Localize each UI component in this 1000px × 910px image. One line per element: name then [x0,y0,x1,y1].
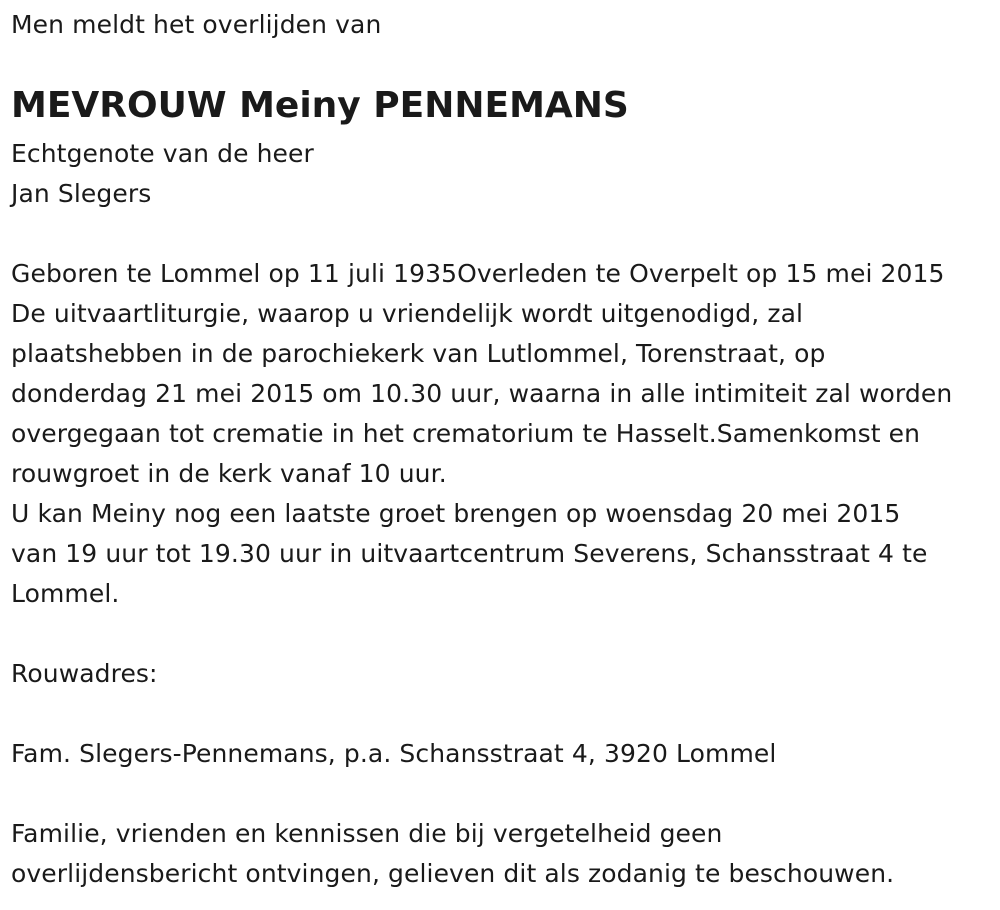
closing-text-line: overlijdensbericht ontvingen, gelieven dit als zodanig te beschouwen. [11,859,895,888]
funeral-text-line: donderdag 21 mei 2015 om 10.30 uur, waarna in alle intimiteit zal worden [11,379,953,408]
intro-text: Men meldt het overlijden van [11,10,382,39]
spouse-line: Echtgenote van de heer [11,139,314,168]
funeral-text-line: rouwgroet in de kerk vanaf 10 uur. [11,459,447,488]
funeral-text-line: De uitvaartliturgie, waarop u vriendelijk wordt uitgenodigd, zal [11,299,804,328]
visitation-text-line: Lommel. [11,579,120,608]
birth-death-dates: Geboren te Lommel op 11 juli 1935Overleden te Overpelt op 15 mei 2015 [11,259,945,288]
deceased-name: MEVROUW Meiny PENNEMANS [11,85,629,126]
funeral-text-line: plaatshebben in de parochiekerk van Lutlommel, Torenstraat, op [11,339,826,368]
spouse-name: Jan Slegers [11,179,152,208]
closing-text-line: Familie, vrienden en kennissen die bij vergetelheid geen [11,819,723,848]
visitation-text-line: U kan Meiny nog een laatste groet brengen op woensdag 20 mei 2015 [11,499,901,528]
visitation-text-line: van 19 uur tot 19.30 uur in uitvaartcentrum Severens, Schansstraat 4 te [11,539,928,568]
mourning-address: Fam. Slegers-Pennemans, p.a. Schansstraat 4, 3920 Lommel [11,739,777,768]
funeral-text-line: overgegaan tot crematie in het crematorium te Hasselt.Samenkomst en [11,419,921,448]
address-label: Rouwadres: [11,659,158,688]
